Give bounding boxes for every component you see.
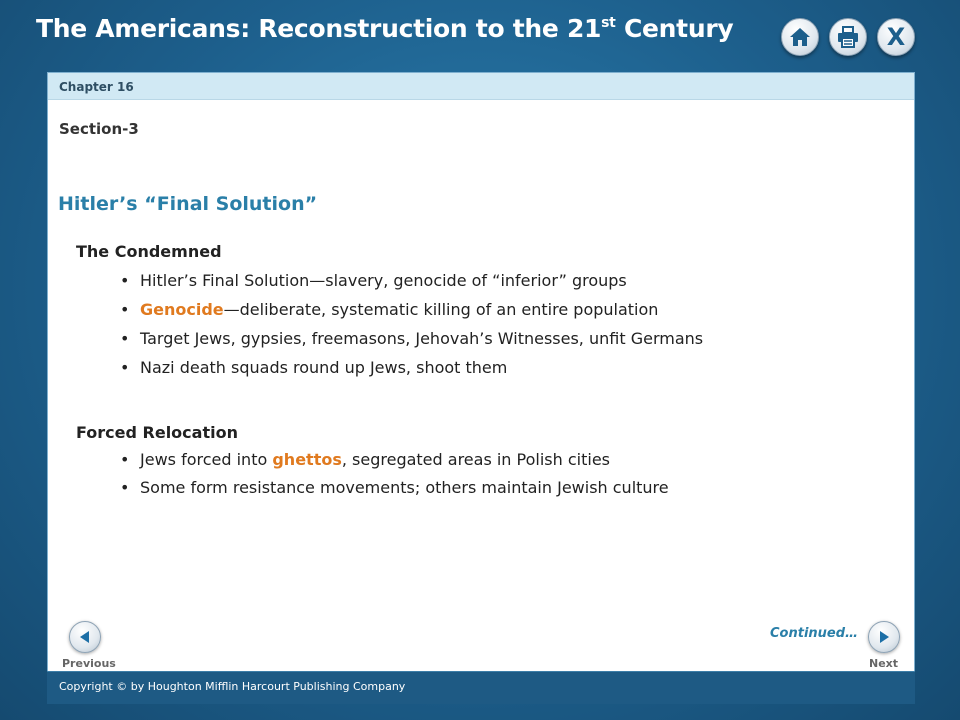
bullet-text: Hitler’s Final Solution—slavery, genocide of “inferior” groups <box>140 271 627 290</box>
bullet-list-condemned <box>120 271 703 387</box>
previous-label: Previous <box>62 657 116 670</box>
highlight-term-genocide: Genocide <box>140 300 224 319</box>
bullet-dot: • <box>120 358 130 377</box>
chapter-bar <box>48 73 914 100</box>
bullet-text: —deliberate, systematic killing of an entire population <box>223 300 659 319</box>
slide-heading: Hitler’s “Final Solution” <box>58 193 318 215</box>
home-icon <box>789 27 811 47</box>
list-item <box>120 271 703 300</box>
bullet-dot: • <box>120 271 130 290</box>
chapter-label: Chapter 16 <box>59 80 134 94</box>
title-superscript: st <box>601 15 616 31</box>
close-icon: X <box>886 23 906 51</box>
bullet-list-relocation <box>120 450 669 506</box>
title-end: Century <box>615 14 734 43</box>
arrow-left-icon <box>78 630 92 644</box>
bullet-text: Target Jews, gypsies, freemasons, Jehovah’s Witnesses, unfit Germans <box>140 329 704 348</box>
home-button[interactable] <box>781 18 819 56</box>
title-main: The Americans: Reconstruction to the 21 <box>36 14 602 43</box>
next-label: Next <box>869 657 899 670</box>
printer-icon <box>837 26 859 48</box>
copyright-text: Copyright © by Houghton Mifflin Harcourt Publishing Company <box>59 680 406 693</box>
footer-bar <box>47 671 915 704</box>
bullet-dot: • <box>120 478 130 497</box>
bullet-text: , segregated areas in Polish cities <box>341 450 610 469</box>
print-button[interactable] <box>829 18 867 56</box>
bullet-dot: • <box>120 329 130 348</box>
bullet-dot: • <box>120 300 130 319</box>
group-heading-relocation: Forced Relocation <box>76 423 238 442</box>
bullet-dot: • <box>120 450 130 469</box>
list-item <box>120 478 669 506</box>
bullet-text: Jews forced into <box>140 450 273 469</box>
previous-button[interactable] <box>69 621 101 653</box>
list-item <box>120 300 703 329</box>
next-button[interactable] <box>868 621 900 653</box>
close-button[interactable] <box>877 18 915 56</box>
continued-label: Continued… <box>770 626 859 641</box>
list-item <box>120 450 669 478</box>
content-panel <box>47 72 915 672</box>
group-heading-condemned: The Condemned <box>76 242 222 261</box>
app-title <box>36 14 733 43</box>
section-label: Section-3 <box>59 120 139 138</box>
list-item <box>120 329 703 358</box>
list-item <box>120 358 703 387</box>
highlight-term-ghettos: ghettos <box>272 450 342 469</box>
bullet-text: Some form resistance movements; others maintain Jewish culture <box>140 478 669 497</box>
arrow-right-icon <box>877 630 891 644</box>
bullet-text: Nazi death squads round up Jews, shoot them <box>140 358 508 377</box>
